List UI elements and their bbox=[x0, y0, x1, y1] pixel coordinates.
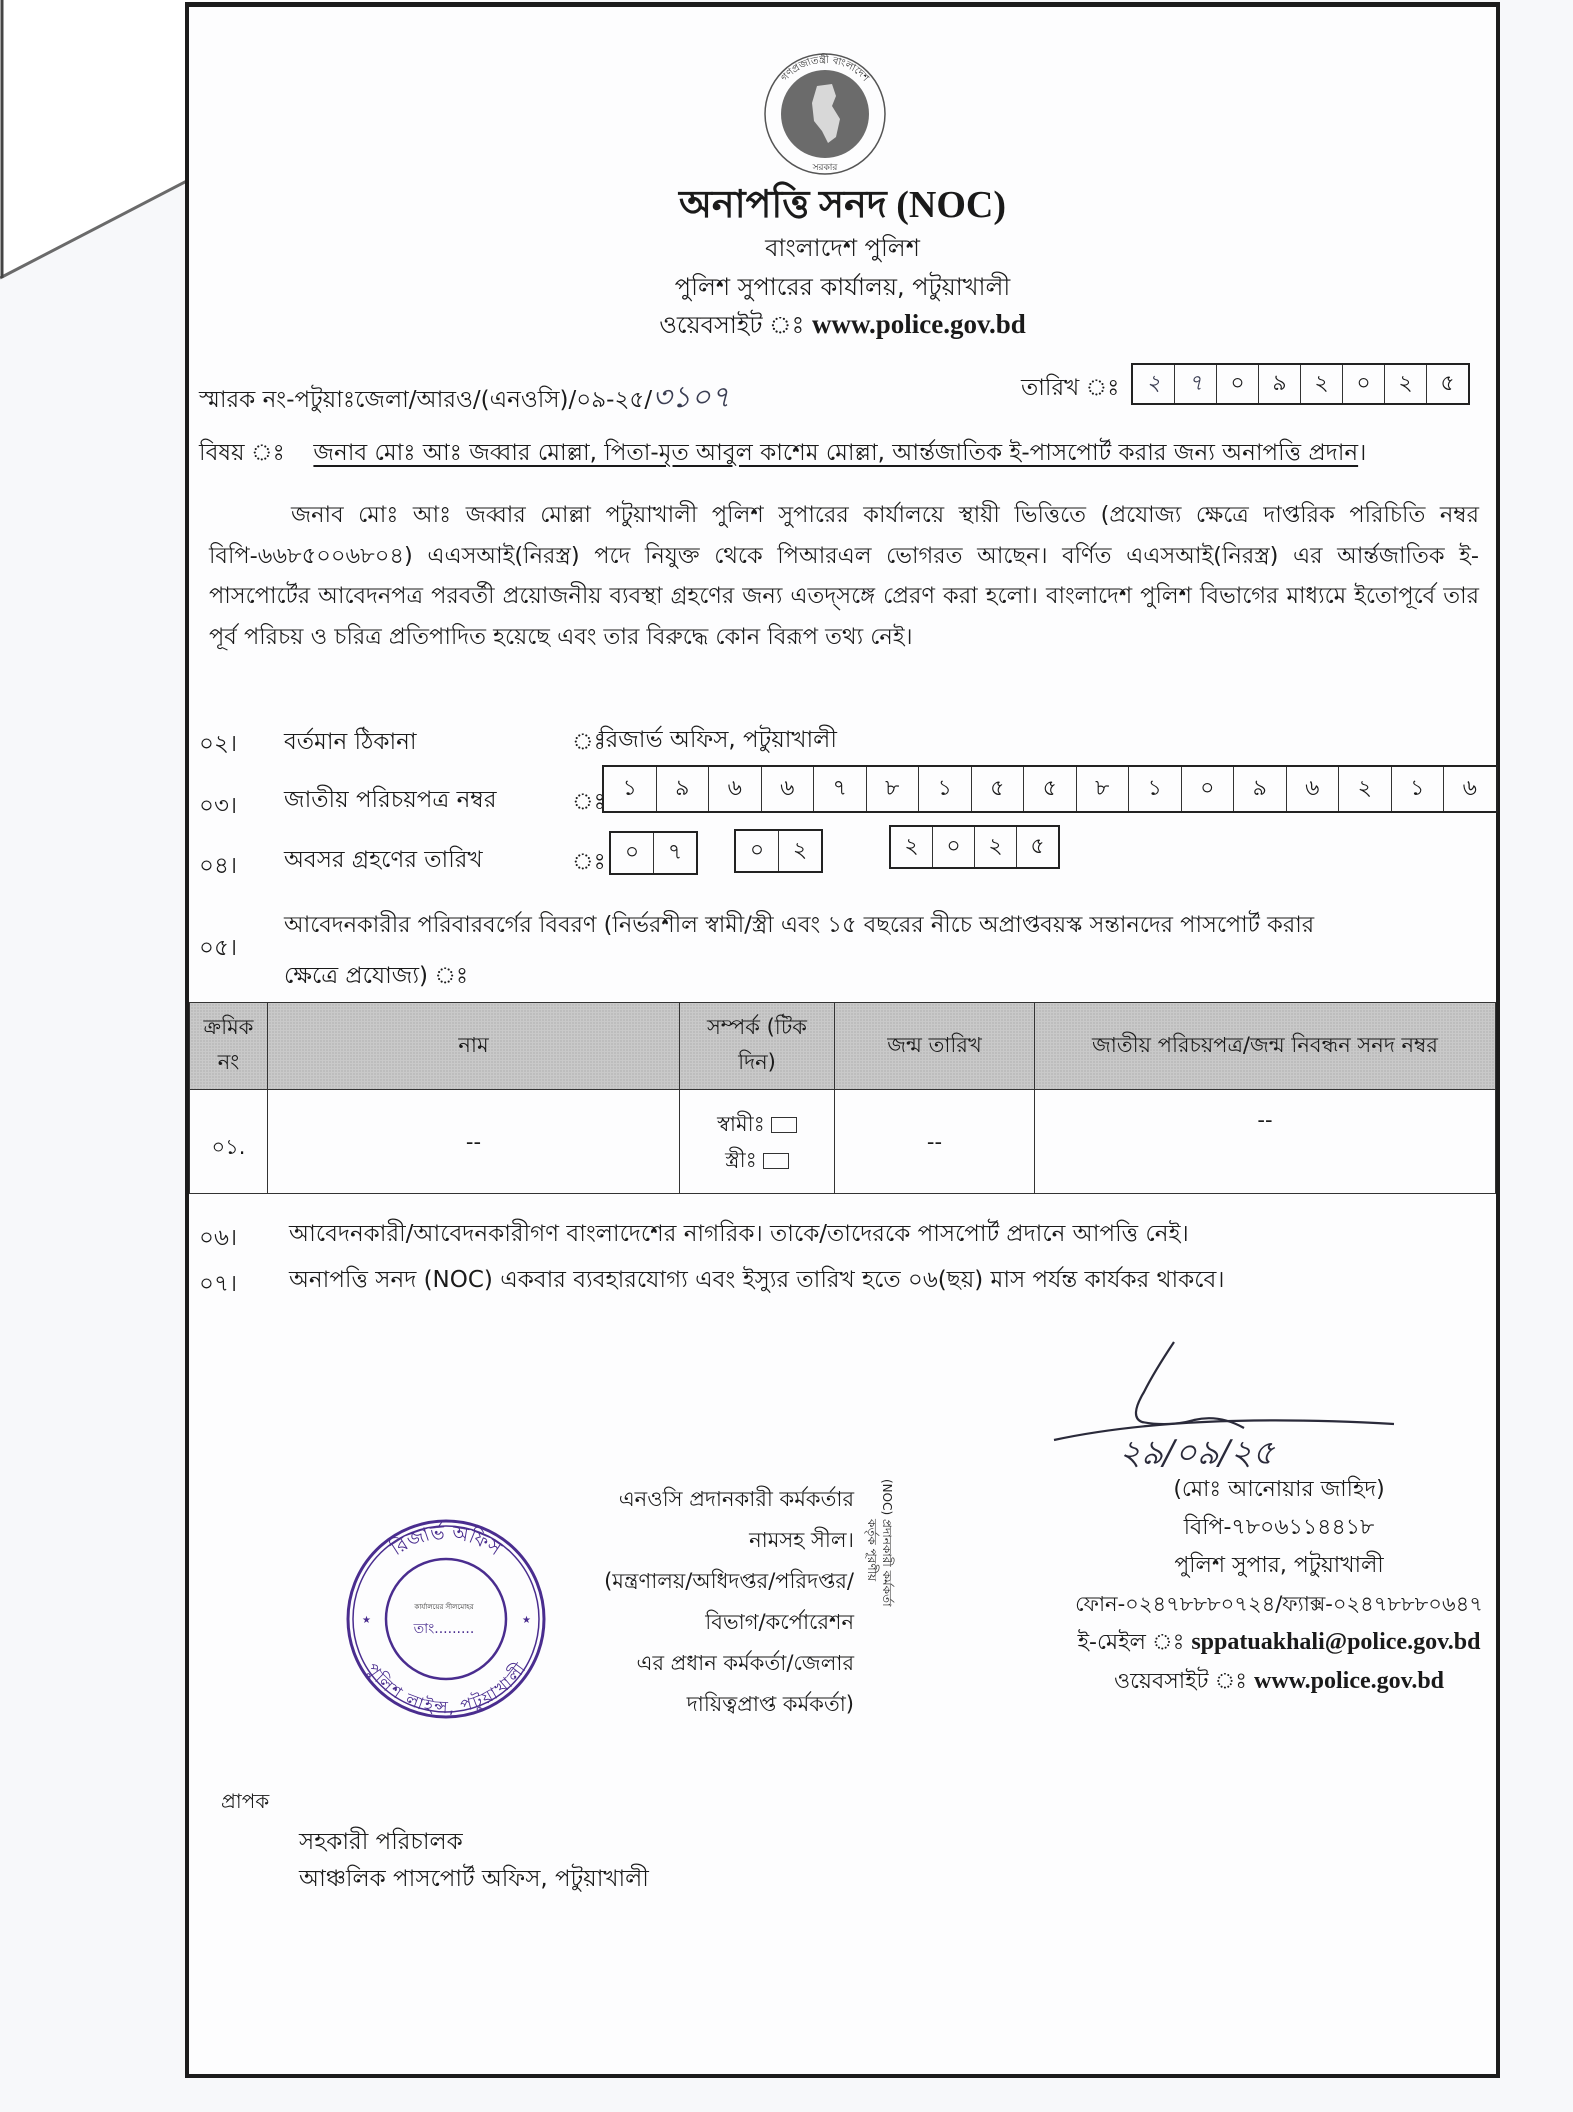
email-label: ই-মেইল ঃ bbox=[1077, 1630, 1185, 1655]
nid-digit-box: ১ bbox=[918, 767, 971, 811]
government-seal-icon bbox=[762, 51, 888, 177]
item-07-text: অনাপত্তি সনদ (NOC) একবার ব্যবহারযোগ্য এবং ইস্যুর তারিখ হতে ০৬(ছয়) মাস পর্যন্ত কার্যকর থাকবে। bbox=[289, 1267, 1225, 1293]
retirement-digit-box: ৭ bbox=[653, 833, 696, 873]
email-link[interactable]: sppatuakhali@police.gov.bd bbox=[1191, 1629, 1481, 1655]
nid-number-boxes bbox=[602, 765, 1498, 813]
table-header-row bbox=[190, 1003, 1496, 1090]
signature bbox=[1034, 1332, 1424, 1472]
retirement-digit-box: ০ bbox=[749, 837, 765, 863]
nid-digit-box: ২ bbox=[1338, 767, 1391, 811]
item-06-number: ০৬। bbox=[199, 1225, 238, 1251]
nid-digit-box: ০ bbox=[1181, 767, 1234, 811]
item-05-text-line2: ক্ষেত্রে প্রযোজ্য) ঃ bbox=[284, 963, 469, 989]
item-02-number: ০২। bbox=[199, 731, 238, 757]
nid-digit-box: ৬ bbox=[761, 767, 814, 811]
svg-text:পুলিশ লাইন্স, পটুয়াখালী bbox=[362, 1658, 531, 1718]
retirement-digit-box: ২ bbox=[904, 833, 919, 859]
seal-text-bottom: সরকার bbox=[812, 163, 838, 173]
item-02-sep: ঃ bbox=[572, 729, 606, 755]
husband-label: স্বামীঃ bbox=[717, 1111, 765, 1136]
body-paragraph-text: জনাব মোঃ আঃ জব্বার মোল্লা পটুয়াখালী পুলিশ সুপারের কার্যালয়ে স্থায়ী ভিত্তিতে (প্রযোজ্য ক্ষেত্রে দাপ্তরিক পরিচিতি নম্বর বিপি-৬৬৮৫০০৬৮০৪) এএসআই(নিরস্ত্র) পদে নিযুক্ত থেকে পিআরএল ভোগরত আছেন। বর্ণিত এএসআই(নিরস্ত্র) এর আর্ন্তজাতিক ই-পাসপোর্টের আবেদনপত্র পরবর্তী প্রয়োজনীয় ব্যবস্থা গ্রহণের জন্য এতদ্‌সঙ্গে প্রেরণ করা হলো। বাংলাদেশ পুলিশ বিভাগের মাধ্যমে ইতোপূর্বে তার পূর্ব পরিচয় ও চরিত্র প্রতিপাদিত হয়েছে এবং তার বিরুদ্ধে কোন বিরূপ তথ্য নেই। bbox=[209, 502, 1479, 650]
nid-digit-box: ১ bbox=[1128, 767, 1181, 811]
nid-digit-box: ৬ bbox=[708, 767, 761, 811]
office-name: পুলিশ সুপারের কার্যালয়, পটুয়াখালী bbox=[674, 273, 1011, 301]
date-digit-box: ৯ bbox=[1258, 365, 1300, 403]
issuer-line: এর প্রধান কর্মকর্তা/জেলার bbox=[636, 1651, 854, 1675]
item-05-text-line1: আবেদনকারীর পরিবারবর্গের বিবরণ (নির্ভরশীল স্বামী/স্ত্রী এবং ১৫ বছরের নীচে অপ্রাপ্তবয়স্ক সন্তানদের পাসপোর্ট করার bbox=[284, 912, 1315, 938]
stamp-inner-date: তাং......... bbox=[413, 1621, 475, 1637]
item-04-number: ০৪। bbox=[199, 853, 238, 879]
cell-name: -- bbox=[268, 1090, 680, 1194]
date-digit-box: ২ bbox=[1384, 365, 1426, 403]
col-dob: জন্ম তারিখ bbox=[835, 1003, 1035, 1090]
memo-prefix: স্মারক নং-পটুয়াঃজেলা/আরও/(এনওসি)/০৯-২৫/ bbox=[199, 387, 653, 413]
cell-nid: -- bbox=[1035, 1090, 1496, 1194]
body-paragraph bbox=[209, 495, 1479, 657]
website-label: ওয়েবসাইট ঃ bbox=[659, 311, 805, 339]
col-name: নাম bbox=[268, 1003, 680, 1090]
wife-checkbox[interactable] bbox=[763, 1153, 789, 1169]
stamp-text-bottom: পুলিশ লাইন্স, পটুয়াখালী bbox=[361, 1659, 531, 1719]
retirement-month-boxes bbox=[734, 829, 823, 873]
family-details-table bbox=[189, 1002, 1496, 1194]
retirement-year-boxes bbox=[889, 825, 1060, 869]
document-title: অনাপত্তি সনদ (NOC) bbox=[679, 184, 1006, 226]
item-03-sep: ঃ bbox=[572, 789, 606, 815]
date-digit-box: ৫ bbox=[1426, 365, 1468, 403]
cell-dob: -- bbox=[835, 1090, 1035, 1194]
issuer-line: নামসহ সীল। bbox=[749, 1528, 854, 1552]
vertical-note-line1: (NOC) প্রদানকারী কর্মকর্তা bbox=[880, 1479, 894, 1607]
svg-text:★: ★ bbox=[522, 1615, 531, 1626]
signatory-designation: পুলিশ সুপার, পটুয়াখালী bbox=[1174, 1553, 1384, 1578]
retirement-day-boxes bbox=[609, 831, 698, 875]
signatory-block bbox=[1059, 1471, 1499, 1701]
date-digit-box: ২ bbox=[1300, 365, 1342, 403]
subject-label: বিষয় ঃ bbox=[199, 440, 285, 466]
svg-text:★: ★ bbox=[362, 1615, 371, 1626]
nid-digit-box: ৯ bbox=[1233, 767, 1286, 811]
table-row bbox=[190, 1090, 1496, 1194]
date-digit-box: ০ bbox=[1342, 365, 1384, 403]
item-06-text: আবেদনকারী/আবেদনকারীগণ বাংলাদেশের নাগরিক। তাকে/তাদেরকে পাসপোর্ট প্রদানে আপত্তি নেই। bbox=[289, 1221, 1189, 1247]
signature-date: ২৯/০৯/২৫ bbox=[1119, 1433, 1275, 1472]
signatory-website-line bbox=[1059, 1662, 1499, 1701]
stamp-inner-label: কার্যালয়ের সীলমোহর bbox=[414, 1603, 474, 1611]
recipient-line1: সহকারী পরিচালক bbox=[299, 1829, 463, 1855]
vertical-note-line2: কর্তৃক পূরণীয় bbox=[865, 1519, 879, 1582]
recipient-line2: আঞ্চলিক পাসপোর্ট অফিস, পটুয়াখালী bbox=[299, 1866, 649, 1892]
nid-digit-box: ৬ bbox=[1443, 767, 1496, 811]
cell-relation bbox=[680, 1090, 835, 1194]
signatory-name: (মোঃ আনোয়ার জাহিদ) bbox=[1173, 1477, 1385, 1502]
retirement-digit-box: ৫ bbox=[1016, 827, 1058, 867]
subject bbox=[199, 434, 1366, 473]
nid-digit-box: ৫ bbox=[1023, 767, 1076, 811]
item-03-number: ০৩। bbox=[199, 793, 238, 819]
recipient-label: প্রাপক bbox=[221, 1789, 270, 1813]
subject-end: । bbox=[1358, 440, 1367, 466]
nid-digit-box: ৬ bbox=[1286, 767, 1339, 811]
date-label: তারিখ ঃ bbox=[1021, 375, 1120, 401]
date-digit-box: ০ bbox=[1216, 365, 1258, 403]
item-03-label: জাতীয় পরিচয়পত্র নম্বর bbox=[284, 787, 497, 813]
website-link-2[interactable]: www.police.gov.bd bbox=[1253, 1668, 1445, 1694]
nid-digit-box: ৭ bbox=[813, 767, 866, 811]
item-07-number: ০৭। bbox=[199, 1271, 238, 1297]
current-address: রিজার্ভ অফিস, পটুয়াখালী bbox=[599, 727, 837, 753]
item-04-label: অবসর গ্রহণের তারিখ bbox=[284, 847, 483, 873]
nid-digit-box: ১ bbox=[1391, 767, 1444, 811]
date-digit-box: ৭ bbox=[1174, 365, 1216, 403]
retirement-digit-box: ০ bbox=[932, 827, 974, 867]
signatory-email-line bbox=[1059, 1623, 1499, 1662]
issuer-line: এনওসি প্রদানকারী কর্মকর্তার bbox=[618, 1487, 854, 1511]
cell-serial: ০১. bbox=[190, 1090, 268, 1194]
website-label-2: ওয়েবসাইট ঃ bbox=[1113, 1669, 1247, 1694]
wife-label: স্ত্রীঃ bbox=[725, 1147, 757, 1172]
vertical-note bbox=[864, 1479, 894, 1607]
stamp-text-top: রিজার্ভ অফিস bbox=[386, 1521, 506, 1561]
retirement-digit-box: ২ bbox=[778, 831, 821, 871]
col-relation: সম্পর্ক (টিক দিন) bbox=[680, 1003, 835, 1090]
header-website bbox=[189, 307, 1496, 347]
date-boxes bbox=[1131, 363, 1470, 405]
subject-text: জনাব মোঃ আঃ জব্বার মোল্লা, পিতা-মৃত আবুল কাশেম মোল্লা, আর্ন্তজাতিক ই-পাসপোর্ট করার জন্য অনাপত্তি প্রদান bbox=[313, 440, 1359, 466]
seal-text-top: গণপ্রজাতন্ত্রী বাংলাদেশ bbox=[779, 54, 871, 84]
col-nid: জাতীয় পরিচয়পত্র/জন্ম নিবন্ধন সনদ নম্বর bbox=[1035, 1003, 1496, 1090]
item-04-sep: ঃ bbox=[572, 849, 606, 875]
nid-digit-box: ১ bbox=[622, 775, 637, 801]
noc-document bbox=[185, 2, 1500, 2078]
husband-checkbox[interactable] bbox=[771, 1117, 797, 1133]
retirement-digit-box: ০ bbox=[624, 839, 640, 865]
col-serial: ক্রমিক নং bbox=[190, 1003, 268, 1090]
organization-name: বাংলাদেশ পুলিশ bbox=[765, 234, 920, 262]
memo-handwritten-number: ৩১০৭ bbox=[652, 380, 731, 415]
issuer-line: বিভাগ/কর্পোরেশন bbox=[705, 1610, 854, 1634]
signatory-phone: ফোন-০২৪৭৮৮৮০৭২৪/ফ্যাক্স-০২৪৭৮৮৮০৬৪৭ bbox=[1075, 1592, 1483, 1616]
nid-digit-box: ৮ bbox=[866, 767, 919, 811]
nid-digit-box: ৫ bbox=[971, 767, 1024, 811]
memo-number bbox=[199, 373, 730, 424]
nid-digit-box: ৮ bbox=[1076, 767, 1129, 811]
item-05-number: ০৫। bbox=[199, 935, 238, 961]
retirement-digit-box: ২ bbox=[974, 827, 1016, 867]
issuer-line: (মন্ত্রণালয়/অধিদপ্তর/পরিদপ্তর/ bbox=[604, 1569, 854, 1593]
website-link[interactable]: www.police.gov.bd bbox=[811, 309, 1026, 339]
nid-digit-box: ৯ bbox=[656, 767, 709, 811]
office-stamp bbox=[344, 1517, 549, 1722]
item-02-label: বর্তমান ঠিকানা bbox=[284, 729, 417, 755]
date-digit-box: ২ bbox=[1146, 370, 1161, 396]
svg-text:রিজার্ভ অফিস bbox=[386, 1521, 506, 1561]
issuer-line: দায়িত্বপ্রাপ্ত কর্মকর্তা) bbox=[686, 1692, 854, 1716]
signatory-bp: বিপি-৭৮০৬১১৪৪১৮ bbox=[1183, 1515, 1375, 1540]
